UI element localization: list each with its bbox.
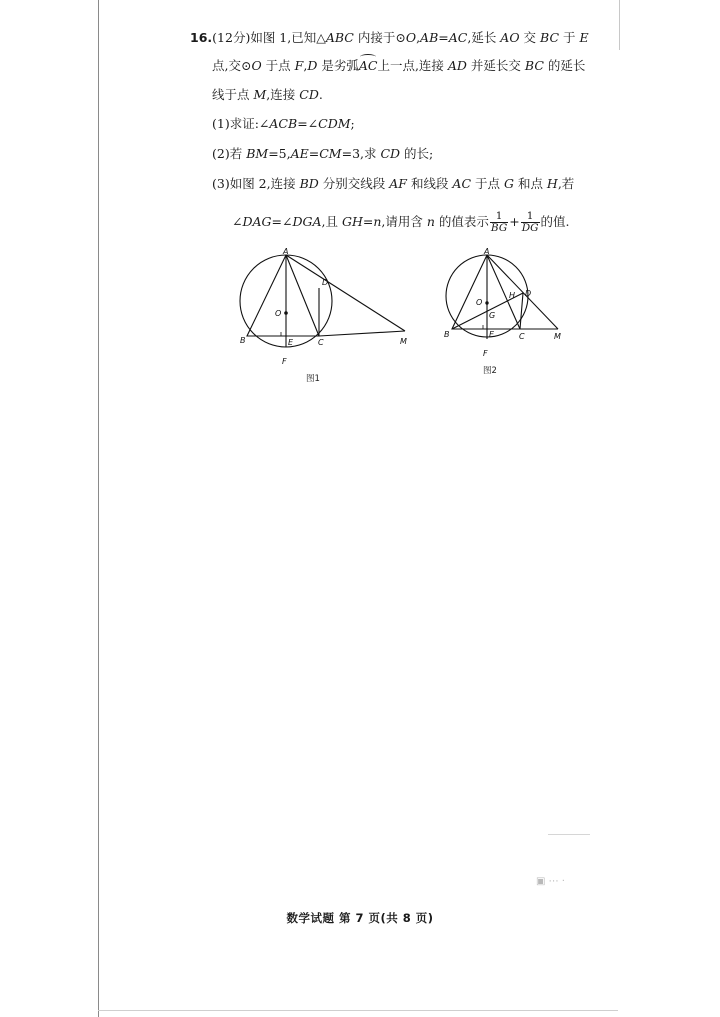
stem-var: AC bbox=[448, 30, 468, 45]
part-var: CDM bbox=[318, 116, 351, 131]
fig2-label-h: H bbox=[509, 291, 516, 300]
question-number: 16. bbox=[190, 30, 213, 45]
part-text: ; bbox=[350, 116, 355, 131]
stem-var: AO bbox=[500, 30, 520, 45]
figure-2-caption: 图2 bbox=[483, 366, 497, 376]
stem-text: = bbox=[438, 30, 449, 45]
part-text: (2)若 bbox=[212, 146, 247, 161]
part-2 bbox=[212, 146, 637, 162]
stem-var: E bbox=[579, 30, 589, 45]
part-text: ∠ bbox=[232, 214, 243, 229]
part-text: =∠ bbox=[297, 116, 319, 131]
stem-var: M bbox=[253, 87, 267, 102]
stem-text: 如图 1,已知△ bbox=[250, 30, 326, 45]
fig1-label-d: D bbox=[322, 278, 329, 287]
part-var: AC bbox=[452, 176, 472, 191]
fig1-label-c: C bbox=[318, 338, 324, 347]
plus-sign: + bbox=[509, 214, 520, 229]
fraction-denominator: BG bbox=[490, 222, 508, 234]
stem-text: , bbox=[416, 30, 421, 45]
part-text: 的长; bbox=[400, 146, 434, 161]
part-var: BD bbox=[299, 176, 319, 191]
stem-text: 于 bbox=[559, 30, 580, 45]
fig2-center-dot bbox=[485, 301, 488, 304]
right-margin-rule bbox=[619, 0, 620, 50]
stem-var: D bbox=[307, 58, 318, 73]
fig2-label-e: E bbox=[489, 330, 495, 339]
part-3-line-1 bbox=[212, 176, 637, 192]
part-1 bbox=[212, 116, 637, 132]
part-var: ACB bbox=[269, 116, 298, 131]
stem-text: 是劣弧 bbox=[317, 58, 359, 73]
part-var: AE bbox=[290, 146, 309, 161]
stem-var: AB bbox=[420, 30, 439, 45]
stem-text: ,延长 bbox=[467, 30, 501, 45]
part-text: = bbox=[308, 146, 320, 161]
figure-1-diagram bbox=[230, 248, 420, 373]
fig2-label-m: M bbox=[554, 332, 561, 341]
fig1-label-o: O bbox=[275, 309, 282, 318]
figure-1-caption: 图1 bbox=[306, 374, 320, 384]
stem-text: 的延长 bbox=[543, 58, 586, 73]
fig2-line-am bbox=[487, 255, 558, 329]
fig1-center-dot bbox=[284, 311, 288, 315]
stem-var: BC bbox=[524, 58, 544, 73]
part-var: G bbox=[503, 176, 514, 191]
stem-text: ,连接 bbox=[266, 87, 300, 102]
fraction-numerator: 1 bbox=[521, 211, 540, 223]
part-text: ,若 bbox=[557, 176, 575, 191]
part-var: n bbox=[373, 214, 382, 229]
stem-var: BC bbox=[540, 30, 560, 45]
stem-var: F bbox=[294, 58, 304, 73]
stem-var: AD bbox=[447, 58, 467, 73]
part-text: (1)求证:∠ bbox=[212, 116, 270, 131]
fig2-label-g: G bbox=[489, 311, 496, 320]
fig1-line-am bbox=[286, 255, 405, 331]
fig1-line-cm bbox=[319, 331, 405, 336]
stem-text: 线于点 bbox=[212, 87, 254, 102]
stem-text: 并延长交 bbox=[466, 58, 525, 73]
stem-text: 于点 bbox=[261, 58, 295, 73]
fraction-1-over-bg bbox=[490, 211, 508, 234]
question-score: (12分) bbox=[212, 30, 251, 45]
fig1-label-m: M bbox=[400, 337, 407, 346]
part-text: 的值. bbox=[540, 214, 570, 229]
part-var: DAG bbox=[242, 214, 272, 229]
part-text: 于点 bbox=[471, 176, 504, 191]
part-var: CD bbox=[380, 146, 401, 161]
part-text: = bbox=[362, 214, 374, 229]
stem-var: O bbox=[405, 30, 417, 45]
fig2-line-cd bbox=[520, 293, 523, 329]
question-stem-line-1 bbox=[190, 30, 615, 46]
fig1-label-a: A bbox=[283, 248, 289, 256]
fig1-label-f: F bbox=[282, 357, 287, 366]
fig2-label-d: D bbox=[525, 289, 532, 298]
part-text: 的值表示 bbox=[434, 214, 489, 229]
left-margin-rule bbox=[98, 0, 99, 1017]
part-text: 和线段 bbox=[406, 176, 453, 191]
part-text: =3,求 bbox=[341, 146, 381, 161]
arc-ac-symbol: AC bbox=[358, 58, 378, 73]
stem-text: 内接于⊙ bbox=[353, 30, 406, 45]
fig2-label-f: F bbox=[483, 349, 488, 358]
part-var: DGA bbox=[292, 214, 322, 229]
stem-var: ABC bbox=[325, 30, 354, 45]
scan-watermark-icon: ▣ ⋯ · bbox=[536, 876, 565, 887]
fig2-label-b: B bbox=[444, 330, 450, 339]
bottom-margin-rule bbox=[98, 1010, 618, 1011]
fig2-label-o: O bbox=[476, 298, 483, 307]
fraction-1-over-dg bbox=[521, 211, 540, 234]
part-var: n bbox=[426, 214, 435, 229]
fig1-label-e: E bbox=[288, 338, 294, 347]
part-text: =5, bbox=[268, 146, 291, 161]
stem-var: CD bbox=[299, 87, 319, 102]
fraction-numerator: 1 bbox=[490, 211, 508, 223]
part-var: H bbox=[546, 176, 558, 191]
question-stem-line-2 bbox=[212, 58, 637, 74]
page-footer: 数学试题 第 7 页(共 8 页) bbox=[286, 911, 434, 925]
figure-1 bbox=[230, 248, 420, 384]
stem-text: 点,交⊙ bbox=[212, 58, 252, 73]
stem-text: , bbox=[303, 58, 308, 73]
stem-text: 上一点,连接 bbox=[377, 58, 448, 73]
part-text: ,请用含 bbox=[381, 214, 427, 229]
part-text: (3)如图 2,连接 bbox=[212, 176, 300, 191]
part-var: GH bbox=[341, 214, 363, 229]
part-3-line-2 bbox=[232, 208, 657, 236]
part-var: AF bbox=[389, 176, 407, 191]
scan-artifact-line bbox=[548, 834, 590, 835]
part-text: 和点 bbox=[513, 176, 547, 191]
fig2-label-c: C bbox=[519, 332, 525, 341]
stem-text: 交 bbox=[519, 30, 541, 45]
fig1-label-b: B bbox=[240, 336, 246, 345]
part-text: 分别交线段 bbox=[318, 176, 390, 191]
part-var: BM bbox=[246, 146, 269, 161]
figure-2 bbox=[436, 246, 571, 375]
part-text: ,且 bbox=[321, 214, 342, 229]
figure-2-diagram bbox=[436, 246, 571, 371]
stem-text: . bbox=[318, 87, 323, 102]
fig2-label-a: A bbox=[484, 247, 490, 256]
stem-var: O bbox=[251, 58, 262, 73]
question-stem-line-3 bbox=[212, 87, 637, 103]
fraction-denominator: DG bbox=[521, 222, 539, 234]
part-var: CM bbox=[319, 146, 342, 161]
part-text: =∠ bbox=[271, 214, 293, 229]
fig1-triangle-abc bbox=[247, 255, 319, 336]
